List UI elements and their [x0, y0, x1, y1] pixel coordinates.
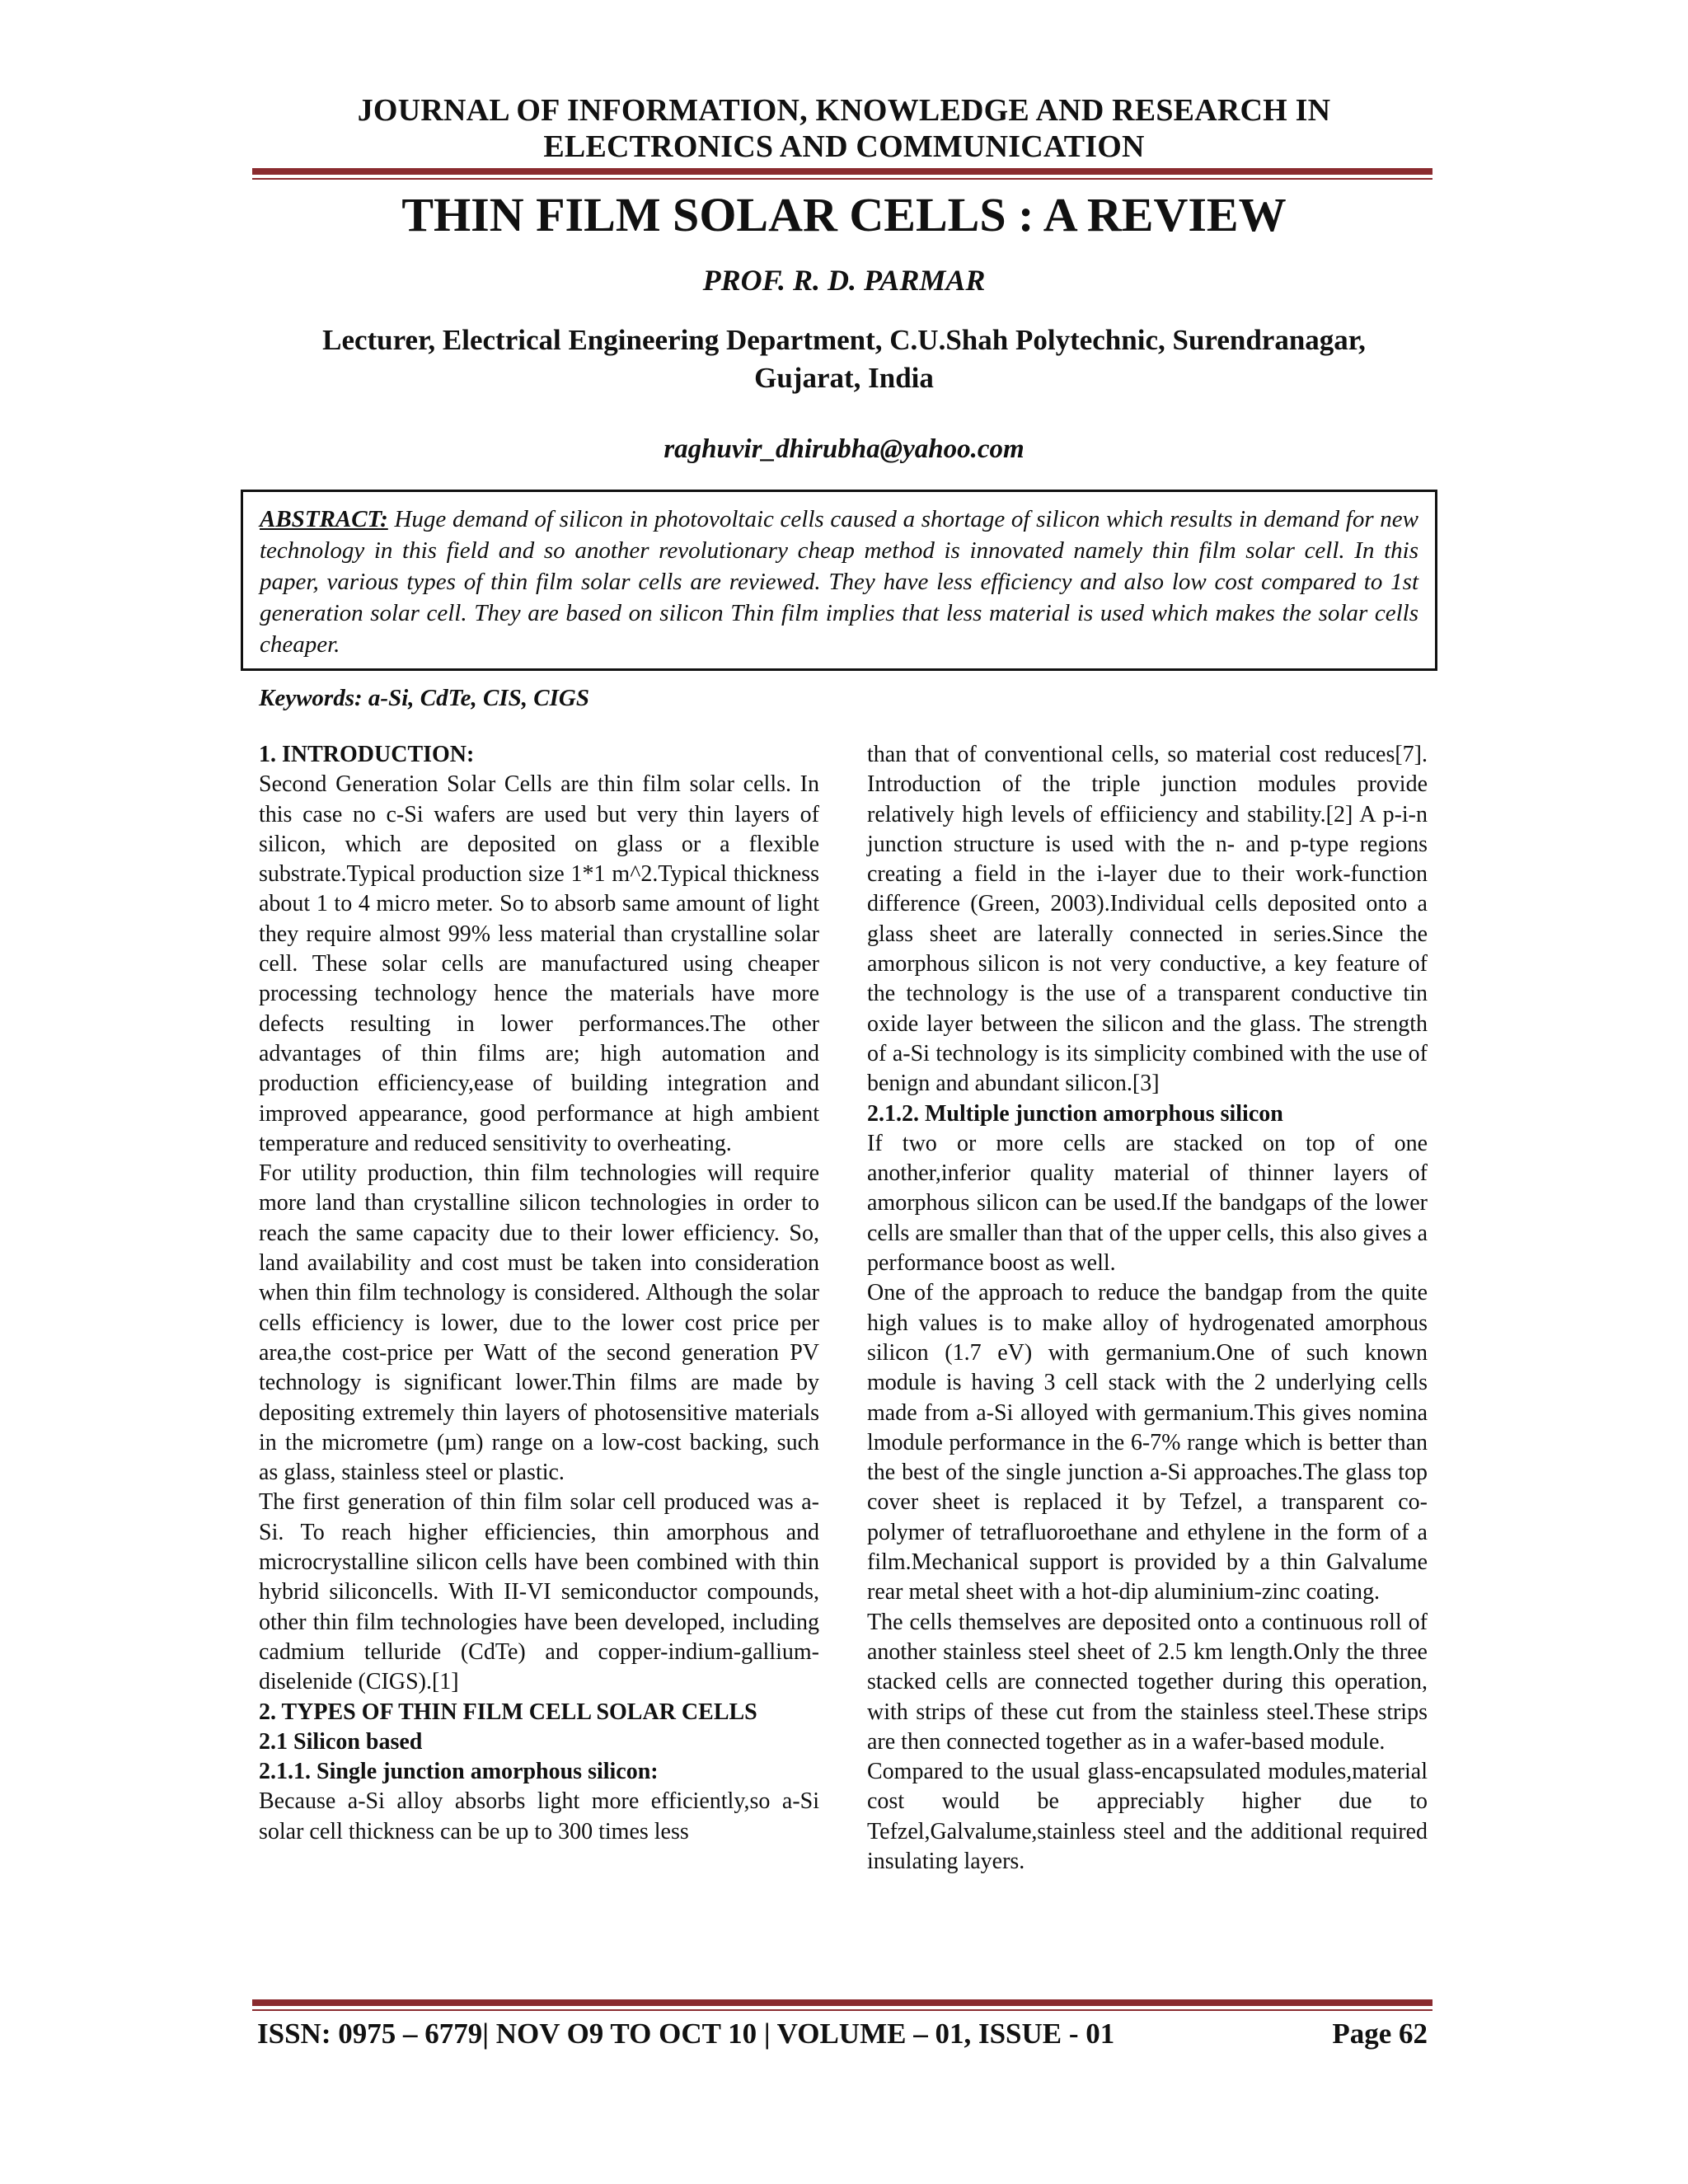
keywords: Keywords: a-Si, CdTe, CIS, CIGS	[259, 685, 589, 711]
journal-name	[247, 92, 1441, 165]
subsection-heading-silicon: 2.1 Silicon based	[259, 1728, 423, 1755]
paragraph: The first generation of thin film solar cell produced was a-Si. To reach higher efficiencies, thin amorphous and microcrystalline silicon cells have been combined with thin hybrid siliconcells. With II-VI semiconductor compounds, other thin film technologies have been developed, including cadmium telluride (CdTe) and copper-indium-gallium-diselenide (CIGS).[1]	[259, 1489, 819, 1695]
abstract-box	[241, 490, 1437, 671]
journal-name-line2: ELECTRONICS AND COMMUNICATION	[543, 129, 1145, 164]
header-rule-thin	[252, 178, 1432, 180]
paragraph: than that of conventional cells, so material cost reduces[7]. Introduction of the triple junction modules provide relatively high levels of effiiciency and stability.[2] A p-i-n junction structure is used with the n- and p-type regions creating a field in the i-layer due to their work-function difference (Green, 2003).Individual cells deposited onto a glass sheet are laterally connected in series.Since the amorphous silicon is not very conductive, a key feature of the technology is the use of a transparent conductive tin oxide layer between the silicon and the glass. The strength of a-Si technology is its simplicity combined with the use of benign and abundant silicon.[3]	[867, 742, 1428, 1097]
section-heading-types: 2. TYPES OF THIN FILM CELL SOLAR CELLS	[259, 1699, 757, 1725]
paragraph: The cells themselves are deposited onto a continuous roll of another stainless steel sheet of 2.5 km length.Only the three stacked cells are connected together during this operation, with strips of these cut from the stainless steel.These strips are then connected together as in a wafer-based module.	[867, 1609, 1428, 1755]
footer-rule-thin	[252, 2009, 1432, 2011]
paragraph: One of the approach to reduce the bandgap from the quite high values is to make alloy of hydrogenated amorphous silicon (1.7 eV) with germanium.One of such known module is having 3 cell stack with the 2 underlying cells made from a-Si alloyed with germanium.This gives nomina lmodule performance in the 6-7% range which is better than the best of the single junction a-Si approaches.The glass top cover sheet is replaced it by Tefzel, a transparent co-polymer of tetrafluoroethane and ethylene in the form of a film.Mechanical support is provided by a thin Galvalume rear metal sheet with a hot-dip aluminium-zinc coating.	[867, 1280, 1428, 1605]
left-column	[259, 740, 819, 1847]
paragraph: For utility production, thin film technologies will require more land than crystalline silicon technologies in order to reach the same capacity due to their lower efficiency. So, land availability and cost must be taken into consideration when thin film technology is considered. Although the solar cells efficiency is lower, due to the lower cost price per area,the cost-price per Watt of the second generation PV technology is significant lower.Thin films are made by depositing extremely thin layers of photosensitive materials in the micrometre (µm) range on a low-cost backing, such as glass, stainless steel or plastic.	[259, 1160, 819, 1486]
author-affiliation	[247, 321, 1441, 397]
paragraph: Second Generation Solar Cells are thin film solar cells. In this case no c-Si wafers are used but very thin layers of silicon, which are deposited on glass or a flexible substrate.Typical production size 1*1 m^2.Typical thickness about 1 to 4 micro meter. So to absorb same amount of light they require almost 99% less material than crystalline solar cell. These solar cells are manufactured using cheaper processing technology hence the materials have more defects resulting in lower performances.The other advantages of thin films are; high automation and production efficiency,ease of building integration and improved appearance, good performance at high ambient temperature and reduced sensitivity to overheating.	[259, 771, 819, 1156]
footer-rule-thick	[252, 1999, 1432, 2006]
footer-issn: ISSN: 0975 – 6779| NOV O9 TO OCT 10 | VOLUME – 01, ISSUE - 01	[257, 2018, 1115, 2050]
paper-title: THIN FILM SOLAR CELLS : A REVIEW	[401, 188, 1287, 241]
section-heading-introduction: 1. INTRODUCTION:	[259, 742, 475, 767]
page-number: Page 62	[1332, 2018, 1428, 2050]
paragraph: If two or more cells are stacked on top of one another,inferior quality material of thinner layers of amorphous silicon can be used.If the bandgaps of the lower cells are smaller than that of the upper cells, this also gives a performance boost as well.	[867, 1130, 1428, 1277]
author-email: raghuvir_dhirubha@yahoo.com	[663, 434, 1025, 464]
paragraph: Compared to the usual glass-encapsulated modules,material cost would be appreciably higher due to Tefzel,Galvalume,stainless steel and the additional required insulating layers.	[867, 1759, 1428, 1874]
subsubsection-heading-multiple-junction: 2.1.2. Multiple junction amorphous silicon	[867, 1100, 1283, 1127]
author-name: PROF. R. D. PARMAR	[702, 264, 986, 297]
subsubsection-heading-single-junction: 2.1.1. Single junction amorphous silicon:	[259, 1759, 659, 1785]
affiliation-line1: Lecturer, Electrical Engineering Department, C.U.Shah Polytechnic, Surendranagar,	[322, 324, 1366, 356]
abstract-text	[260, 504, 1418, 660]
journal-name-line1: JOURNAL OF INFORMATION, KNOWLEDGE AND RESEARCH IN	[357, 93, 1331, 128]
affiliation-line2: Gujarat, India	[754, 362, 934, 394]
page-footer	[257, 2016, 1428, 2052]
header-rule-thick	[252, 168, 1432, 175]
abstract-label: ABSTRACT:	[260, 506, 388, 532]
right-column	[867, 740, 1428, 1877]
abstract-body: Huge demand of silicon in photovoltaic cells caused a shortage of silicon which results in demand for new technology in this field and so another revolutionary cheap method is innovated namely thin film solar cell. In this paper, various types of thin film solar cells are reviewed. They have less efficiency and also low cost compared to 1st generation solar cell. They are based on silicon Thin film implies that less material is used which makes the solar cells cheaper.	[260, 506, 1418, 658]
paragraph: Because a-Si alloy absorbs light more efficiently,so a-Si solar cell thickness can be up to 300 times less	[259, 1788, 819, 1844]
